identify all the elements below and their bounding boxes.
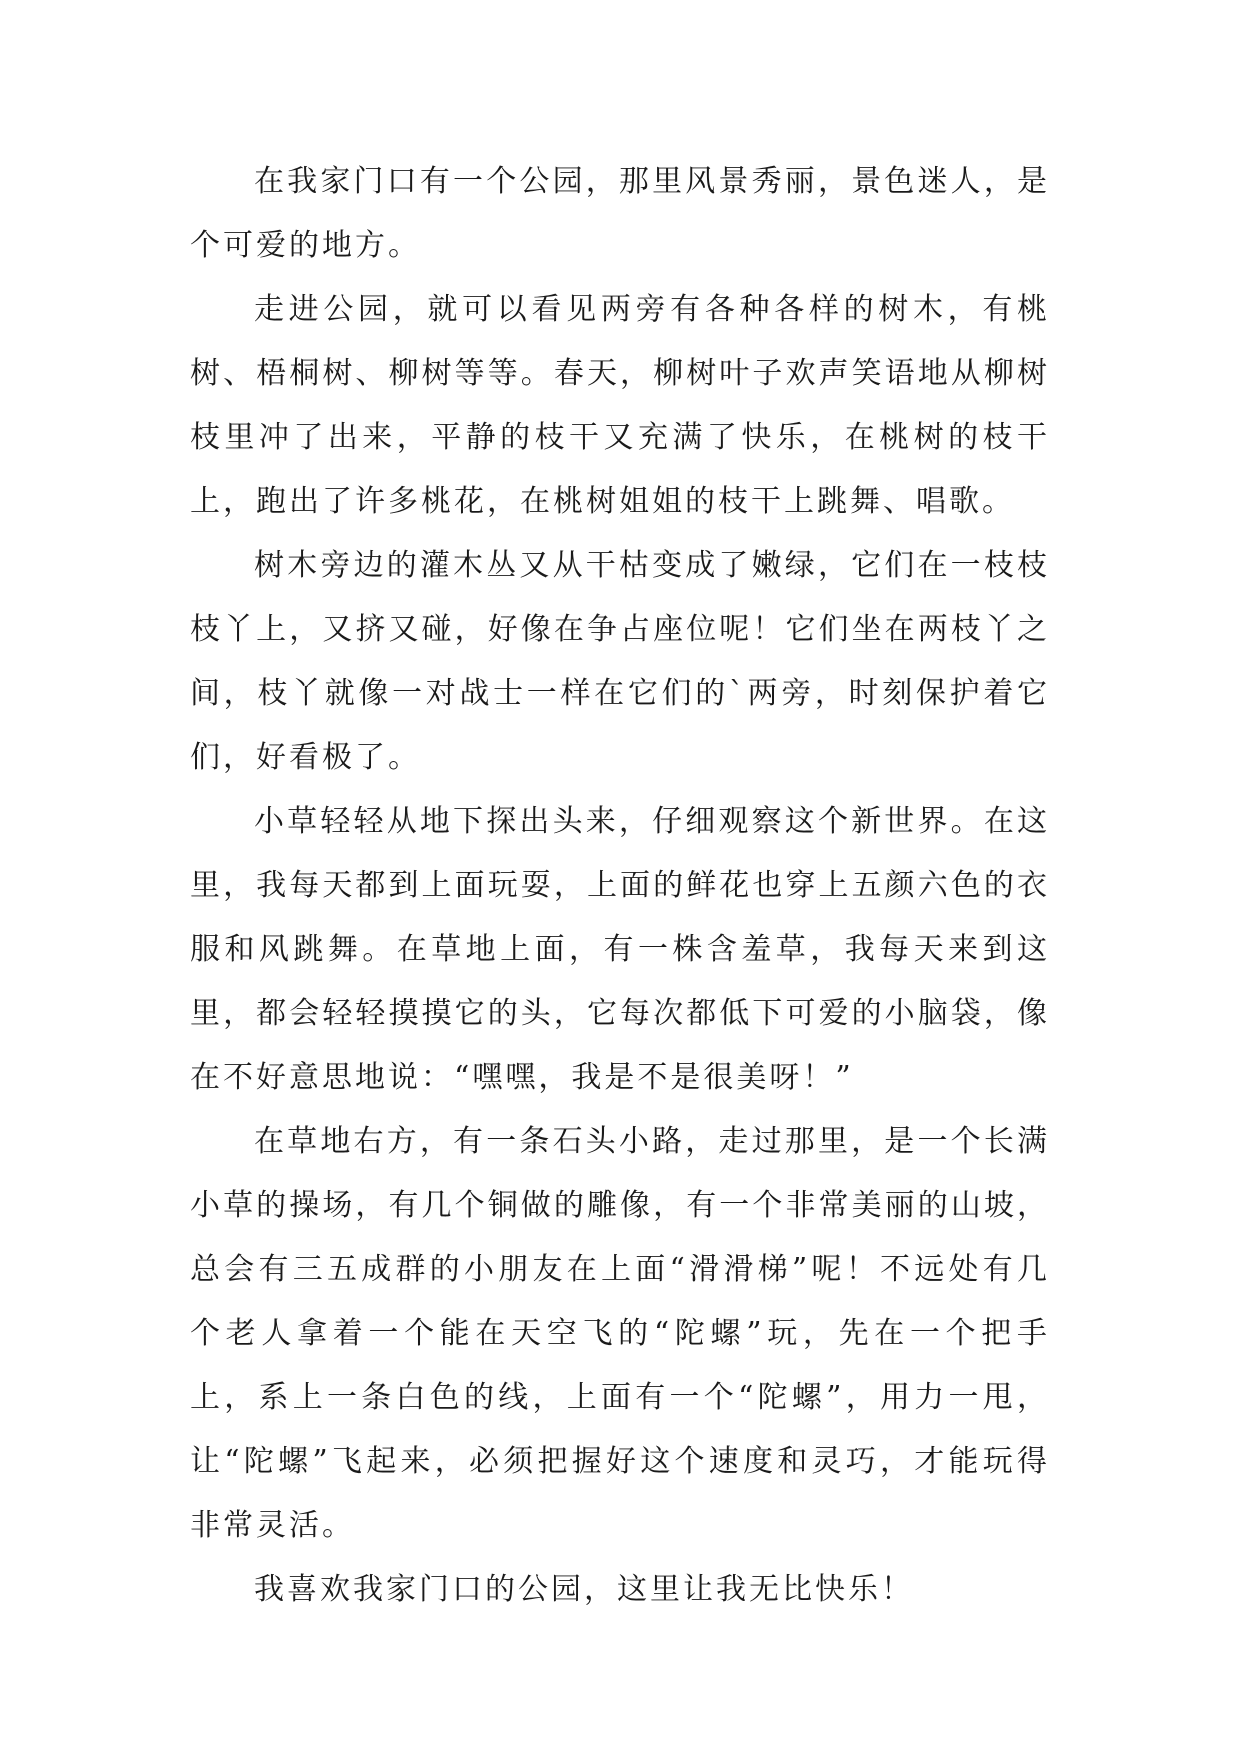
paragraph-3: 树木旁边的灌木丛又从干枯变成了嫩绿，它们在一枝枝枝丫上，又挤又碰，好像在争占座位呢！它们坐在两枝丫之间，枝丫就像一对战士一样在它们的`两旁，时刻保护着它们，好看极了。 [190, 548, 1050, 775]
paragraph-5: 在草地右方，有一条石头小路，走过那里，是一个长满小草的操场，有几个铜做的雕像，有一个非常美丽的山坡，总会有三五成群的小朋友在上面“滑滑梯”呢！不远处有几个老人拿着一个能在天空飞的“陀螺”玩，先在一个把手上，系上一条白色的线，上面有一个“陀螺”，用力一甩，让“陀螺”飞起来，必须把握好这个速度和灵巧，才能玩得非常灵活。 [190, 1124, 1050, 1543]
paragraph-1: 在我家门口有一个公园，那里风景秀丽，景色迷人，是个可爱的地方。 [190, 164, 1050, 263]
paragraph-2: 走进公园，就可以看见两旁有各种各样的树木，有桃树、梧桐树、柳树等等。春天，柳树叶子欢声笑语地从柳树枝里冲了出来，平静的枝干又充满了快乐，在桃树的枝干上，跑出了许多桃花，在桃树姐姐的枝干上跳舞、唱歌。 [190, 292, 1050, 519]
paragraph-6: 我喜欢我家门口的公园，这里让我无比快乐！ [254, 1572, 914, 1607]
document-body [190, 150, 1050, 1622]
paragraph-4: 小草轻轻从地下探出头来，仔细观察这个新世界。在这里，我每天都到上面玩耍，上面的鲜花也穿上五颜六色的衣服和风跳舞。在草地上面，有一株含羞草，我每天来到这里，都会轻轻摸摸它的头，它每次都低下可爱的小脑袋，像在不好意思地说：“嘿嘿，我是不是很美呀！” [190, 804, 1050, 1095]
